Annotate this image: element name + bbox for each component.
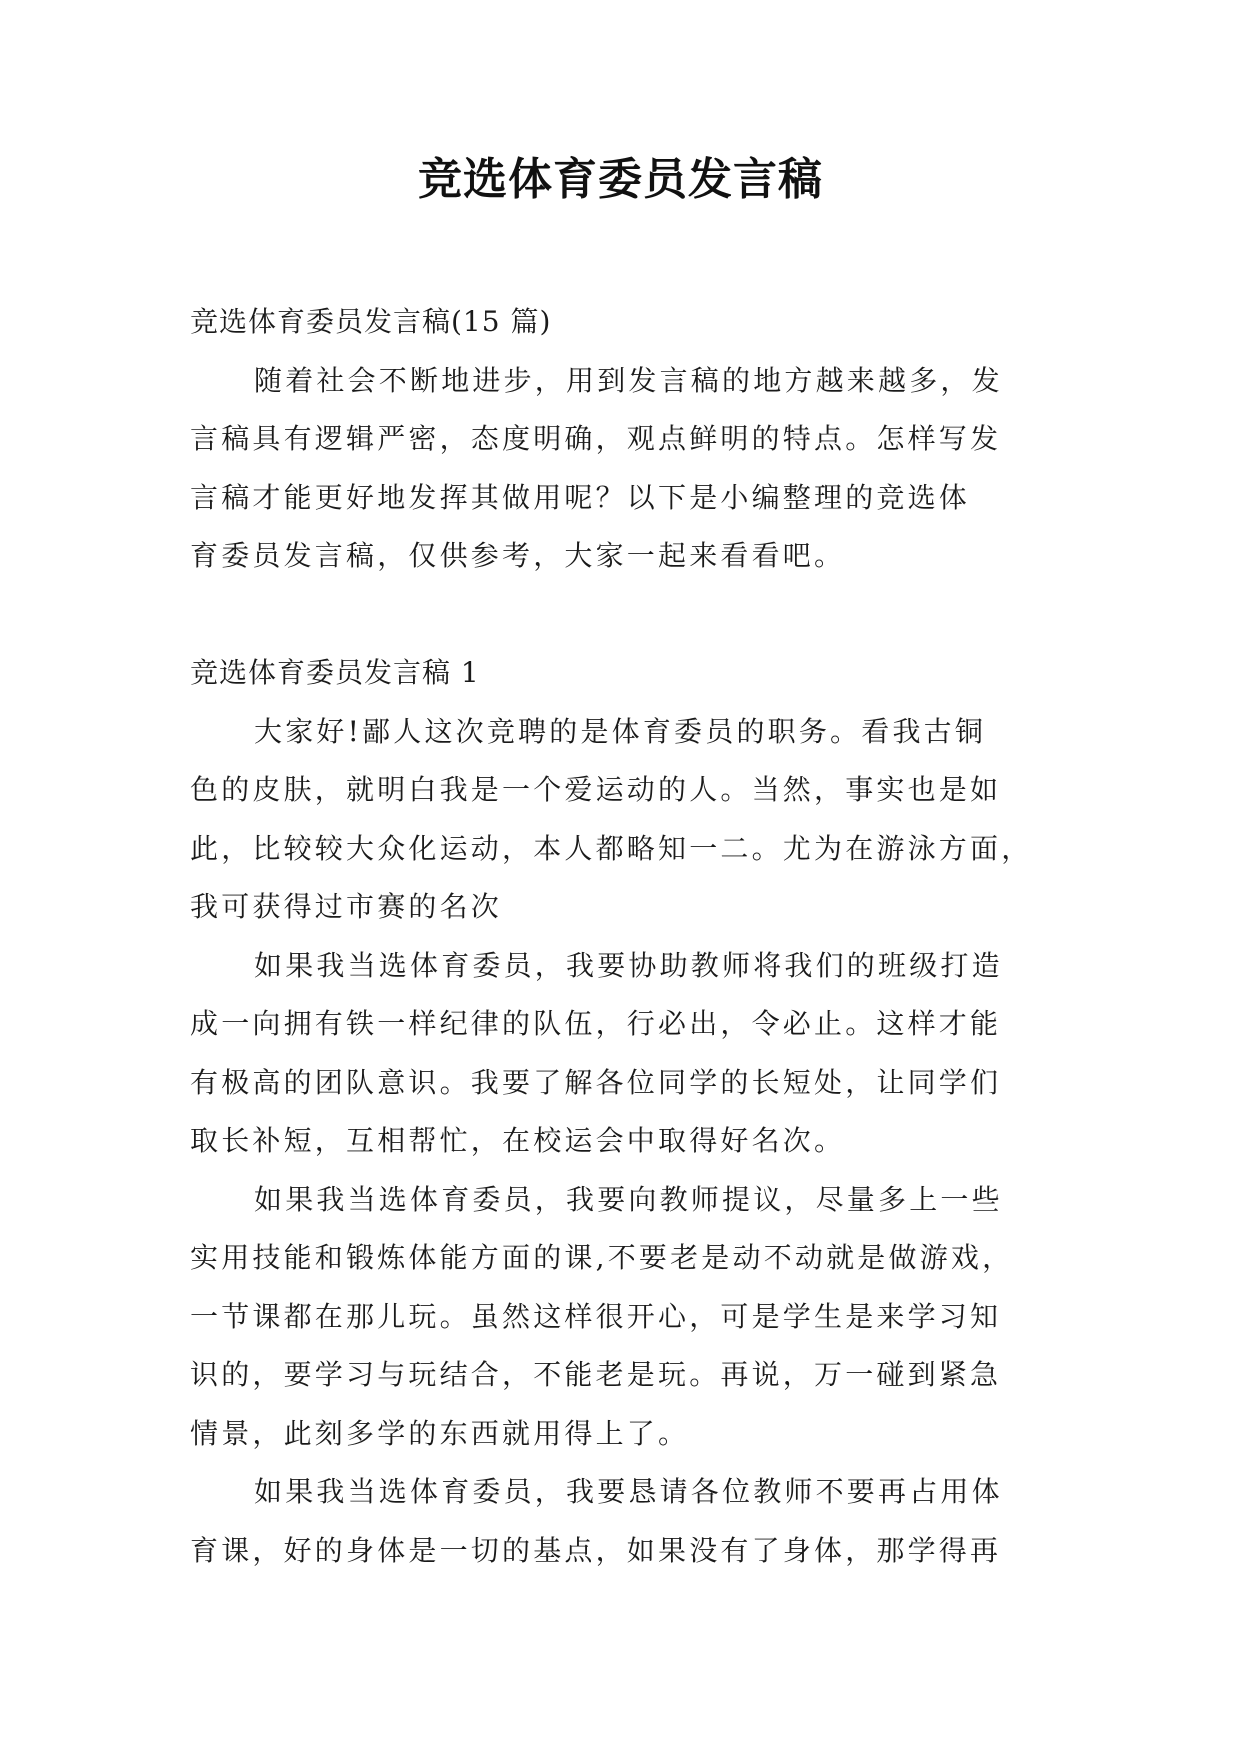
text-line: 如果我当选体育委员，我要恳请各位教师不要再占用体: [254, 1475, 1003, 1508]
text-line: 情景，此刻多学的东西就用得上了。: [190, 1416, 690, 1450]
text-line: 我可获得过市赛的名次: [190, 890, 503, 923]
document-body: [190, 293, 1050, 1580]
text-line: 育委员发言稿，仅供参考，大家一起来看看吧。: [190, 539, 846, 572]
text-line: 识的，要学习与玩结合，不能老是玩。再说，万一碰到紧急: [190, 1358, 1002, 1391]
text-line: 实用技能和锻炼体能方面的课,不要老是动不动就是做游戏，: [190, 1241, 1014, 1274]
body-paragraph: [190, 937, 1050, 1171]
section-heading: 竞选体育委员发言稿 1: [190, 656, 480, 689]
text-line: 如果我当选体育委员，我要协助教师将我们的班级打造: [254, 948, 1003, 982]
document-subtitle: 竞选体育委员发言稿(15 篇): [190, 305, 552, 338]
text-line: 育课，好的身体是一切的基点，如果没有了身体，那学得再: [190, 1533, 1002, 1567]
document-title: 竞选体育委员发言稿: [418, 154, 823, 205]
text-line: 大家好!鄙人这次竞聘的是体育委员的职务。看我古铜: [254, 714, 987, 748]
body-paragraph: [190, 703, 1050, 937]
text-line: 一节课都在那儿玩。虽然这样很开心，可是学生是来学习知: [190, 1299, 1002, 1333]
text-line: 随着社会不断地进步，用到发言稿的地方越来越多，发: [254, 363, 1003, 397]
body-paragraph: [190, 1463, 1050, 1580]
text-line: 有极高的团队意识。我要了解各位同学的长短处，让同学们: [190, 1065, 1002, 1099]
text-line: 取长补短，互相帮忙，在校运会中取得好名次。: [190, 1124, 846, 1157]
body-paragraph: [190, 1171, 1050, 1464]
text-line: 言稿具有逻辑严密，态度明确，观点鲜明的特点。怎样写发: [190, 422, 1002, 455]
text-line: 言稿才能更好地发挥其做用呢？以下是小编整理的竞选体: [190, 480, 971, 514]
text-line: 此，比较较大众化运动，本人都略知一二。尤为在游泳方面，: [190, 831, 1033, 865]
text-line: 成一向拥有铁一样纪律的队伍，行必出，令必止。这样才能: [190, 1007, 1002, 1040]
text-line: 色的皮肤，就明白我是一个爱运动的人。当然，事实也是如: [190, 773, 1002, 806]
blank-line: [190, 586, 1050, 645]
intro-paragraph: [190, 352, 1050, 586]
text-line: 如果我当选体育委员，我要向教师提议，尽量多上一些: [254, 1182, 1003, 1216]
